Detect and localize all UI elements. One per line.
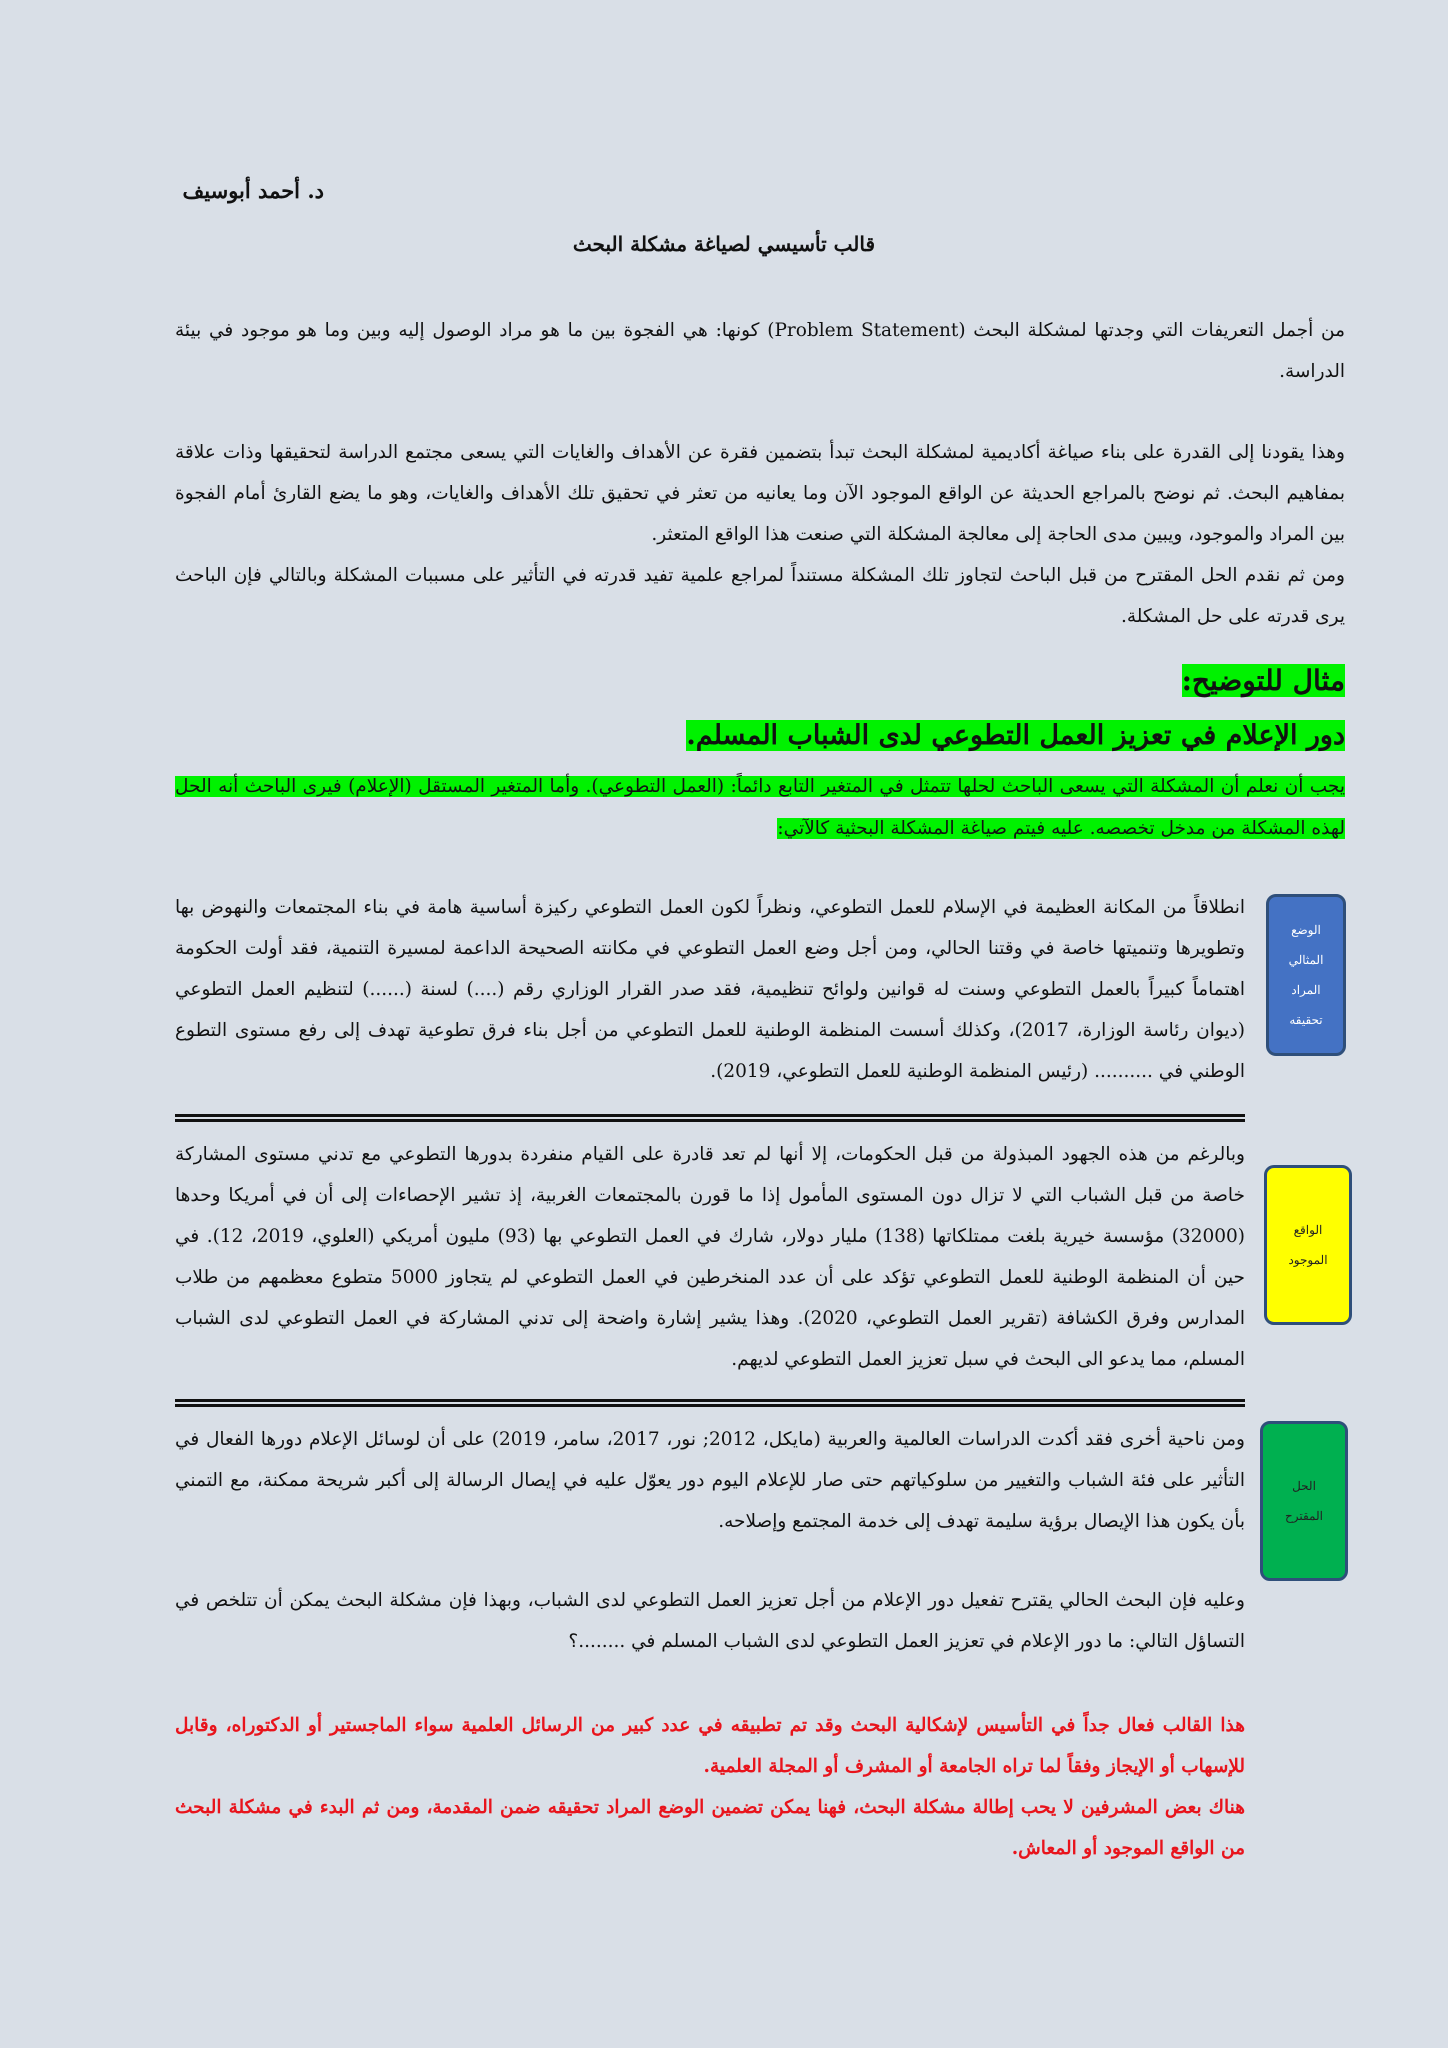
tag-line: تحقيقه — [1289, 1013, 1323, 1027]
current-state-label — [1264, 1165, 1352, 1325]
concept-paragraph: وهذا يقودنا إلى القدرة على بناء صياغة أكاديمية لمشكلة البحث تبدأ بتضمين فقرة عن الأهداف والغايات التي يسعى مجتمع الدراسة لتحقيقها وذات علاقة بمفاهيم البحث. ثم نوضح بالمراجع الحديثة عن الواقع الموجود الآن وما يعانيه من تعثر في تحقيق تلك الأهداف والغايات، وهو ما يضع القارئ أمام الفجوة بين المراد والموجود، ويبين مدى الحاجة إلى معالجة المشكلة التي صنعت هذا الواقع المتعثر. — [175, 442, 1345, 545]
author-name: د. أحمد أبوسيف — [182, 178, 324, 203]
ideal-state-label — [1266, 894, 1346, 1056]
tag-line: الحل — [1292, 1479, 1316, 1493]
tag-line: الواقع — [1293, 1223, 1323, 1237]
current-state-text: وبالرغم من هذه الجهود المبذولة من قبل الحكومات، إلا أنها لم تعد قادرة على القيام منفردة بدورها التطوعي مع تدني مستوى المشاركة خاصة من قبل الشباب التي لا تزال دون المستوى المأمول إذا ما قورن بالمجتمعات الغربية، إذ تشير الإحصاءات إلى أن في أمريكا وحدها (32000) مؤسسة خيرية بلغت ممتلكاتها (138) مليار دولار، شارك في العمل التطوعي بها (93) مليون أمريكي (العلوي، 2019، 12). في حين أن المنظمة الوطنية للعمل التطوعي تؤكد على أن عدد المنخرطين في العمل التطوعي لم يتجاوز 5000 متطوع معظمهم من طلاب المدارس وفرق الكشافة (تقرير العمل التطوعي، 2020). وهذا يشير إشارة واضحة إلى تدني المشاركة في العمل التطوعي لدى الشباب المسلم، مما يدعو الى البحث في سبل تعزيز العمل التطوعي لديهم. — [175, 1144, 1246, 1370]
tag-line: الموجود — [1288, 1253, 1328, 1267]
divider-rule — [175, 1114, 1245, 1122]
conclusion-paragraph: وعليه فإن البحث الحالي يقترح تفعيل دور الإعلام من أجل تعزيز العمل التطوعي لدى الشباب، وبهذا فإن مشكلة البحث يمكن أن تتلخص في التساؤل التالي: ما دور الإعلام في تعزيز العمل التطوعي لدى الشباب المسلم في ........؟ — [175, 1590, 1245, 1652]
ideal-state-text: انطلاقاً من المكانة العظيمة في الإسلام للعمل التطوعي، ونظراً لكون العمل التطوعي ركيزة أساسية هامة في بناء المجتمعات والنهوض بها وتطويرها وتنميتها خاصة في وقتنا الحالي، ومن أجل وضع العمل التطوعي في مكانته الصحيحة الداعمة لمسيرة التنمية، فقد أولت الحكومة اهتماماً كبيراً بالعمل التطوعي وسنت له قوانين ولوائح تنظيمية، فقد صدر القرار الوزاري رقم (....) لسنة (......) لتنظيم العمل التطوعي (ديوان رئاسة الوزارة، 2017)، وكذلك أسست المنظمة الوطنية للعمل التطوعي من أجل بناء فرق تطوعية تهدف إلى رفع مستوى التطوع الوطني في .......... (رئيس المنظمة الوطنية للعمل التطوعي، 2019). — [175, 897, 1245, 1082]
tag-line: الوضع — [1291, 923, 1321, 937]
example-topic: دور الإعلام في تعزيز العمل التطوعي لدى الشباب المسلم. — [686, 720, 1345, 751]
tag-line: المراد — [1291, 983, 1321, 997]
example-note: يجب أن نعلم أن المشكلة التي يسعى الباحث لحلها تتمثل في المتغير التابع دائماً: (العمل التطوعي). وأما المتغير المستقل (الإعلام) فيرى الباحث أنه الحل لهذه المشكلة من مدخل تخصصه. عليه فيتم صياغة المشكلة البحثية كالآتي: — [175, 776, 1345, 839]
example-heading: مثال للتوضيح: — [1181, 664, 1345, 697]
divider-rule — [175, 1399, 1245, 1407]
intro-paragraph: من أجمل التعريفات التي وجدتها لمشكلة البحث (Problem Statement) كونها: هي الفجوة بين ما هو مراد الوصول إليه وبين وما هو موجود في بيئة الدراسة. — [175, 320, 1346, 382]
proposed-solution-label — [1260, 1421, 1348, 1581]
supervisor-note: هناك بعض المشرفين لا يحب إطالة مشكلة البحث، فهنا يمكن تضمين الوضع المراد تحقيقه ضمن المقدمة، ومن ثم البدء في مشكلة البحث من الواقع الموجود أو المعاش. — [175, 1797, 1245, 1859]
proposed-solution-text: ومن ناحية أخرى فقد أكدت الدراسات العالمية والعربية (مايكل، 2012; نور، 2017، سامر، 2019) على أن لوسائل الإعلام دورها الفعال في التأثير على فئة الشباب والتغيير من سلوكياتهم حتى صار للإعلام اليوم دور يعوّل عليه في إيصال الرسالة إلى أكبر شريحة ممكنة، مع التمني بأن يكون هذا الإيصال برؤية سليمة تهدف إلى خدمة المجتمع وإصلاحه. — [175, 1429, 1245, 1532]
template-note: هذا القالب فعال جداً في التأسيس لإشكالية البحث وقد تم تطبيقه في عدد كبير من الرسائل العلمية سواء الماجستير أو الدكتوراه، وقابل للإسهاب أو الإيجاز وفقاً لما تراه الجامعة أو المشرف أو المجلة العلمية. — [175, 1715, 1245, 1777]
tag-line: المثالي — [1288, 953, 1324, 967]
solution-paragraph: ومن ثم نقدم الحل المقترح من قبل الباحث لتجاوز تلك المشكلة مستنداً لمراجع علمية تفيد قدرته في التأثير على مسببات المشكلة وبالتالي فإن الباحث يرى قدرته على حل المشكلة. — [175, 565, 1345, 627]
page-title: قالب تأسيسي لصياغة مشكلة البحث — [572, 232, 876, 256]
tag-line: المقترح — [1285, 1509, 1323, 1523]
